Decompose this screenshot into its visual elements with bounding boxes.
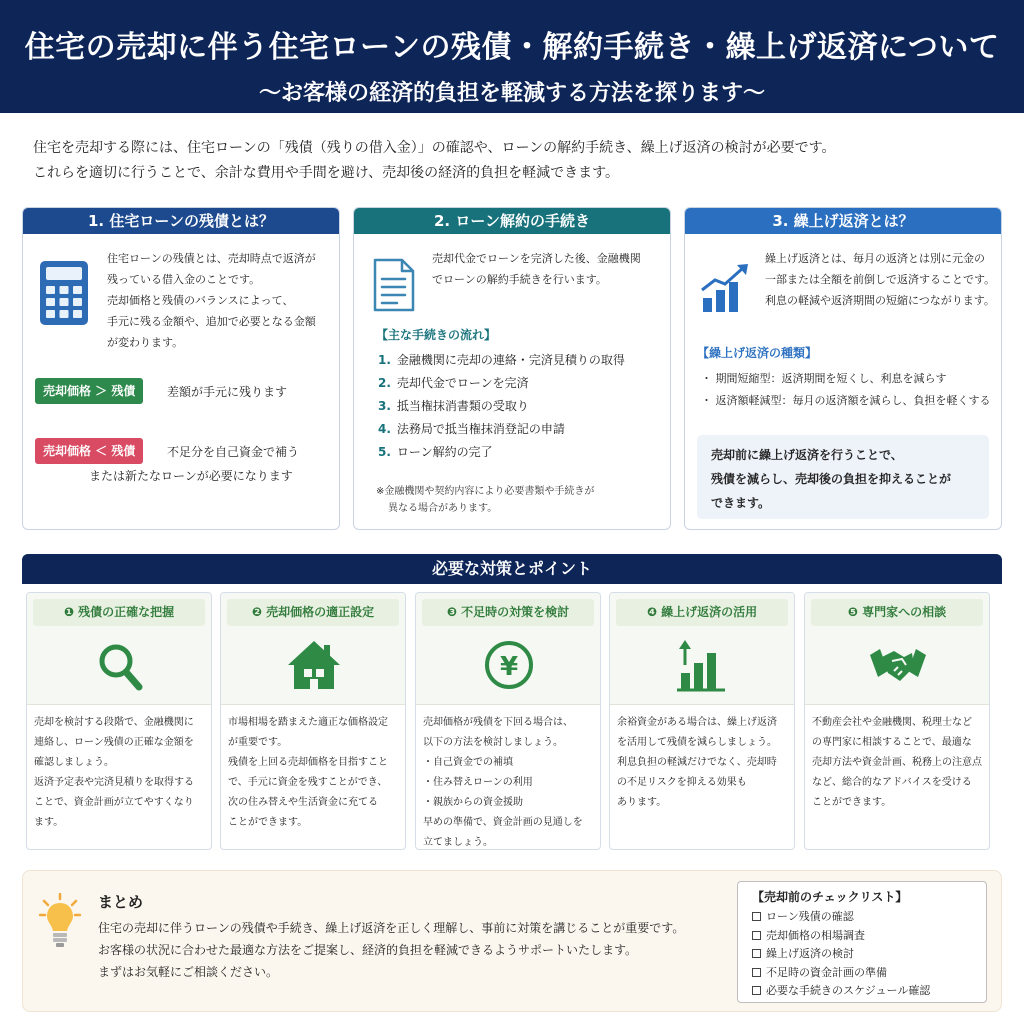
svg-text:¥: ¥ [499,652,519,682]
checklist-title: 【売却前のチェックリスト】 [752,890,908,904]
text-line: など、総合的なアドバイスを受ける [812,777,972,788]
text-line: あります。 [617,797,667,808]
text-line: 残っている借入金のことです。 [107,273,261,286]
flow-heading: 【主な手続きの流れ】 [376,328,497,342]
checklist-item[interactable] [752,945,972,964]
step-text: 金融機関に売却の連絡・完済見積りの取得 [396,353,625,367]
text-line: が変わります。 [107,336,184,349]
checkbox[interactable] [752,912,761,921]
checkbox[interactable] [752,968,761,977]
list-item [378,395,625,418]
footnote: ※金融機関や契約内容により必要書類や手続きが [376,486,595,497]
text-line: 利息負担の軽減だけでなく、売却時 [617,757,777,768]
highlight-box [697,435,989,519]
lightbulb-icon [39,893,81,949]
text-line: ことができます。 [228,817,308,828]
text-line: 手元に残る金額や、追加で必要となる金額 [107,315,316,328]
point-title: ❸ 不足時の対策を検討 [422,599,594,626]
point-body [805,705,989,821]
text-line: 以下の方法を検討しましょう。 [423,737,563,748]
list-item: ・ 期間短縮型：返済期間を短くし、利息を減らす [701,372,947,385]
summary-panel [22,870,1002,1012]
step-text: ローン解約の完了 [396,445,493,459]
text-line: が重要です。 [228,737,288,748]
text-line: で、手元に資金を残すことができ、 [228,777,388,788]
house-icon [284,637,344,693]
text-line: お客様の状況に合わせた最適な方法をご提案し、経済的負担を軽減できるようサポートいたします。 [98,943,638,957]
text-line: 確認しましょう。 [34,757,114,768]
checkbox[interactable] [752,949,761,958]
point-title: ❷ 売却価格の適正設定 [227,599,399,626]
text-line: 売却を検討する段階で、金融機関に [34,717,194,728]
checklist-label: 売却価格の相場調査 [766,928,865,942]
summary-title: まとめ [98,893,144,911]
point-header [805,593,989,705]
checklist-item[interactable] [752,982,972,1001]
text-line: 利息の軽減や返済期間の短縮につながります。 [765,294,995,307]
growth-chart-icon [699,260,753,314]
text-line: 早めの準備で、資金計画の見通しを [423,817,583,828]
document-icon [372,258,416,312]
card-prepayment [684,207,1002,530]
shortfall-text: 不足分を自己資金で補う [167,445,300,459]
point-card [609,592,795,850]
page-header [0,0,1024,113]
shortfall-text: または新たなローンが必要になります [89,469,293,483]
text-line: 不動産会社や金融機関、税理士など [812,717,972,728]
text-line: 売却価格と残債のバランスによって、 [107,294,294,307]
step-number: 2. [378,376,391,390]
text-line: ことで、資金計画が立てやすくなり [34,797,194,808]
step-text: 法務局で抵当権抹消登記の申請 [396,422,565,436]
text-line: 残債を減らし、売却後の負担を抑えることが [711,472,952,486]
checklist-label: 繰上げ返済の検討 [766,947,854,960]
checklist-item[interactable] [752,964,972,983]
types-heading: 【繰上げ返済の種類】 [697,346,818,360]
list-item [378,418,625,441]
text-line: 一部または全額を前倒しで返済することです。 [765,273,996,286]
text-line: 連絡し、ローン残債の正確な金額を [34,737,194,748]
text-line: 売却価格が残債を下回る場合は、 [423,717,573,728]
point-title: ❺ 専門家への相談 [811,599,983,626]
list-item: ・ 返済額軽減型：毎月の返済額を減らし、負担を軽くする [701,394,991,407]
point-card [415,592,601,850]
text-line: 売却前に繰上げ返済を行うことで、 [711,448,903,462]
checklist-item[interactable] [752,927,972,946]
text-line: まずはお気軽にご相談ください。 [98,965,279,979]
text-line: ・親族からの資金援助 [423,797,523,808]
step-number: 1. [378,353,391,367]
card-description [765,248,997,311]
text-line: を活用して残債を減らしましょう。 [617,737,777,748]
text-line: 売却方法や資金計画、税務上の注意点 [812,757,982,768]
list-item [378,441,625,464]
point-body [416,705,600,850]
step-number: 3. [378,399,391,413]
flow-list [378,349,625,464]
text-line: でローンの解約手続きを行います。 [432,273,607,286]
text-line: 立てましょう。 [423,837,493,848]
card-loan-cancellation [353,207,671,530]
text-line: できます。 [711,496,771,510]
magnifier-icon [90,637,150,693]
intro-text [33,136,993,186]
checkbox[interactable] [752,931,761,940]
point-title: ❶ 残債の正確な把握 [33,599,205,626]
checklist-item[interactable] [752,908,972,927]
surplus-badge: 売却価格 ＞ 残債 [35,378,143,404]
card-title: 1. 住宅ローンの残債とは？ [23,208,339,234]
point-card [220,592,406,850]
card-title: 2. ローン解約の手続き [354,208,670,234]
point-card [804,592,990,850]
intro-line: これらを適切に行うことで、余計な費用や手間を避け、売却後の経済的負担を軽減できます。 [33,165,620,181]
text-line: ・住み替えローンの利用 [423,777,533,788]
text-line: 次の住み替えや生活資金に充てる [228,797,378,808]
text-line: 住宅ローンの残債とは、売却時点で返済が [107,252,316,265]
text-line: 住宅の売却に伴うローンの残債や手続き、繰上げ返済を正しく理解し、事前に対策を講じることが重要です。 [98,921,685,935]
point-card [26,592,212,850]
text-line: 繰上げ返済とは、毎月の返済とは別に元金の [765,252,985,265]
point-header [416,593,600,705]
text-line: の不足リスクを抑える効果も [617,777,747,788]
calculator-icon [39,260,89,326]
checklist-label: 不足時の資金計画の準備 [766,965,887,979]
point-header [221,593,405,705]
point-header [27,593,211,705]
summary-body [98,917,748,983]
text-line: の専門家に相談することで、最適な [812,737,972,748]
section-heading: 必要な対策とポイント [22,554,1002,584]
point-body [610,705,794,821]
yen-coin-icon [479,637,539,693]
checklist [737,881,987,1003]
card-description [432,248,666,290]
text-line: 余裕資金がある場合は、繰上げ返済 [617,717,777,728]
checklist-label: 必要な手続きのスケジュール確認 [766,984,931,997]
page-subtitle: 〜お客様の経済的負担を軽減する方法を探ります〜 [258,81,765,106]
step-text: 抵当権抹消書類の受取り [396,399,529,413]
list-item [378,349,625,372]
step-number: 5. [378,445,391,459]
handshake-icon [868,637,928,693]
bar-chart-icon [673,637,733,693]
card-description [107,248,335,353]
point-title: ❹ 繰上げ返済の活用 [616,599,788,626]
list-item [378,372,625,395]
intro-line: 住宅を売却する際には、住宅ローンの「残債（残りの借入金）」の確認や、ローンの解約手続き、繰上げ返済の検討が必要です。 [33,140,836,156]
checkbox[interactable] [752,986,761,995]
point-body [27,705,211,841]
point-header [610,593,794,705]
text-line: ます。 [34,817,64,828]
text-line: 残債を上回る売却価格を目指すこと [228,757,388,768]
checklist-label: ローン残債の確認 [766,910,854,923]
shortfall-badge: 売却価格 ＜ 残債 [35,438,143,464]
step-number: 4. [378,422,391,436]
card-title: 3. 繰上げ返済とは？ [685,208,1001,234]
text-line: 返済予定表や完済見積りを取得する [34,777,194,788]
text-line: 売却代金でローンを完済した後、金融機関 [432,252,641,265]
step-text: 売却代金でローンを完済 [396,376,529,390]
text-line: ・自己資金での補填 [423,757,513,768]
footnote: 異なる場合があります。 [388,503,498,514]
surplus-text: 差額が手元に残ります [167,385,288,399]
page-title: 住宅の売却に伴う住宅ローンの残債・解約手続き・繰上げ返済について [24,30,1000,65]
types-list [701,368,991,412]
text-line: ことができます。 [812,797,892,808]
card-remaining-debt [22,207,340,530]
text-line: 市場相場を踏まえた適正な価格設定 [228,717,388,728]
point-body [221,705,405,841]
